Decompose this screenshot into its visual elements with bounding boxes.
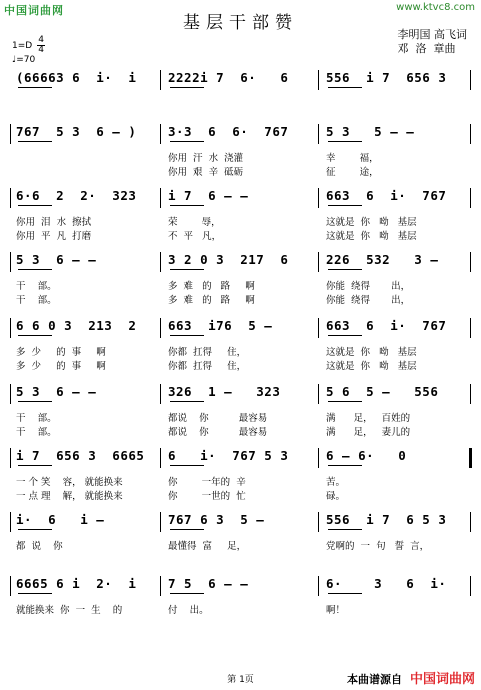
barline bbox=[160, 124, 161, 144]
score-row bbox=[10, 446, 472, 512]
barline bbox=[318, 512, 319, 532]
credits bbox=[398, 28, 468, 56]
lyric-line-1: 你都 扛得 住， bbox=[168, 347, 247, 358]
beam-underline bbox=[18, 205, 52, 206]
lyric-line-1: 幸 福， bbox=[326, 153, 379, 164]
lyric-line-2: 不 平 凡， bbox=[168, 231, 222, 242]
lyric-line-2: 都说 你 最容易 bbox=[168, 427, 268, 438]
barline bbox=[318, 124, 319, 144]
beam-underline bbox=[170, 269, 204, 270]
lyric-line-1: 多 难 的 路 啊 bbox=[168, 281, 255, 292]
lyric-line-2: 干 部。 bbox=[16, 427, 57, 438]
beam-underline bbox=[328, 465, 362, 466]
lyric-line-1: 啊！ bbox=[326, 605, 346, 616]
barline bbox=[470, 384, 471, 404]
measure-notes: i· 6 i – bbox=[16, 512, 105, 527]
beam-underline bbox=[328, 335, 362, 336]
page-number: 第 1页 bbox=[227, 675, 254, 685]
barline bbox=[318, 384, 319, 404]
measure-notes: 6 6 0 3 213 2 bbox=[16, 318, 137, 333]
barline bbox=[470, 318, 471, 338]
lyric-line-1: 就能换来 你 一 生 的 bbox=[16, 605, 123, 616]
score-row bbox=[10, 250, 472, 316]
lyric-line-1: 这就是 你 呦 基层 bbox=[326, 347, 417, 358]
lyric-line-2: 你都 扛得 住， bbox=[168, 361, 247, 372]
barline bbox=[318, 70, 319, 90]
site-watermark-top: 中国词曲网 bbox=[4, 4, 64, 17]
lyric-line-2: 多 少 的 事 啊 bbox=[16, 361, 106, 372]
score-row bbox=[10, 510, 472, 576]
measure-notes: 3·3 6 6· 767 bbox=[168, 124, 289, 139]
beam-underline bbox=[18, 335, 52, 336]
barline bbox=[470, 70, 471, 90]
lyric-line-1: 你用 汗 水 浇灌 bbox=[168, 153, 244, 164]
barline bbox=[318, 188, 319, 208]
barline bbox=[10, 384, 11, 404]
barline bbox=[160, 384, 161, 404]
barline bbox=[318, 576, 319, 596]
measure-notes: 6·6 2 2· 323 bbox=[16, 188, 137, 203]
barline bbox=[318, 318, 319, 338]
beam-underline bbox=[18, 529, 52, 530]
barline bbox=[160, 318, 161, 338]
measure-notes: 556 i 7 6 5 3 bbox=[326, 512, 447, 527]
lyric-line-1: 你能 绕得 出， bbox=[326, 281, 411, 292]
lyric-line-1: 都 说 你 bbox=[16, 541, 63, 552]
measure-notes: 2222i 7 6· 6 bbox=[168, 70, 289, 85]
measure-notes: 3 2 0 3 217 6 bbox=[168, 252, 289, 267]
beam-underline bbox=[18, 87, 52, 88]
beam-underline bbox=[18, 401, 52, 402]
measure-notes: 326 1 – 323 bbox=[168, 384, 281, 399]
song-title: 基层干部赞 bbox=[183, 13, 298, 33]
score-meta bbox=[12, 36, 45, 66]
measure-notes: 7 5 6 – – bbox=[168, 576, 249, 591]
repeat-end-barline bbox=[469, 448, 472, 468]
beam-underline bbox=[170, 401, 204, 402]
barline bbox=[160, 188, 161, 208]
source-site-name[interactable]: 中国词曲网 bbox=[409, 672, 475, 687]
beam-underline bbox=[18, 141, 52, 142]
barline bbox=[470, 124, 471, 144]
score-row bbox=[10, 122, 472, 188]
time-bottom: 4 bbox=[38, 45, 44, 55]
lyric-line-1: 党啊的 一 句 誓 言， bbox=[326, 541, 430, 552]
measure-notes: 226 532 3 – bbox=[326, 252, 439, 267]
measure-notes: 6665 6 i 2· i bbox=[16, 576, 137, 591]
measure-notes: 6 i· 767 5 3 bbox=[168, 448, 289, 463]
beam-underline bbox=[170, 205, 204, 206]
lyric-line-2: 征 途， bbox=[326, 167, 379, 178]
barline bbox=[470, 188, 471, 208]
measure-notes: 663 6 i· 767 bbox=[326, 318, 447, 333]
barline bbox=[470, 576, 471, 596]
measure-notes: 5 3 6 – – bbox=[16, 384, 97, 399]
lyric-line-2: 干 部。 bbox=[16, 295, 57, 306]
barline bbox=[10, 252, 11, 272]
lyric-line-1: 荣 辱， bbox=[168, 217, 221, 228]
beam-underline bbox=[170, 529, 204, 530]
barline bbox=[160, 448, 161, 468]
lyric-line-2: 你能 绕得 出， bbox=[326, 295, 411, 306]
site-url-watermark[interactable]: www.ktvc8.com bbox=[396, 2, 475, 13]
key-signature: 1=D bbox=[12, 41, 33, 51]
measure-notes: 767 5 3 6 – ) bbox=[16, 124, 137, 139]
lyric-line-1: 一 个 笑 容， 就能换来 bbox=[16, 477, 123, 488]
lyric-line-1: 满 足， 百姓的 bbox=[326, 413, 411, 424]
barline bbox=[10, 512, 11, 532]
lyric-line-1: 最懂得 富 足， bbox=[168, 541, 247, 552]
beam-underline bbox=[328, 141, 362, 142]
beam-underline bbox=[18, 269, 52, 270]
beam-underline bbox=[328, 87, 362, 88]
beam-underline bbox=[328, 205, 362, 206]
beam-underline bbox=[328, 529, 362, 530]
lyric-line-1: 这就是 你 呦 基层 bbox=[326, 217, 417, 228]
time-signature bbox=[37, 36, 45, 55]
barline bbox=[10, 188, 11, 208]
lyric-line-2: 一 点 理 解， 就能换来 bbox=[16, 491, 123, 502]
measure-notes: 5 3 5 – – bbox=[326, 124, 415, 139]
score-row bbox=[10, 382, 472, 448]
lyric-line-2: 你用 艰 辛 砥砺 bbox=[168, 167, 244, 178]
lyric-line-2: 这就是 你 呦 基层 bbox=[326, 361, 417, 372]
barline bbox=[10, 448, 11, 468]
lyric-line-1: 干 部。 bbox=[16, 281, 57, 292]
source-watermark bbox=[347, 668, 475, 687]
lyric-line-1: 多 少 的 事 啊 bbox=[16, 347, 106, 358]
lyric-line-2: 这就是 你 呦 基层 bbox=[326, 231, 417, 242]
lyric-line-1: 付 出。 bbox=[168, 605, 209, 616]
lyric-line-2: 满 足， 妻儿的 bbox=[326, 427, 411, 438]
score-row bbox=[10, 574, 472, 640]
measure-notes: i 7 656 3 6665 bbox=[16, 448, 145, 463]
beam-underline bbox=[170, 141, 204, 142]
measure-notes: 6· 3 6 i· bbox=[326, 576, 447, 591]
lyric-line-1: 你用 泪 水 擦拭 bbox=[16, 217, 92, 228]
barline bbox=[160, 576, 161, 596]
beam-underline bbox=[170, 593, 204, 594]
measure-notes: i 7 6 – – bbox=[168, 188, 249, 203]
measure-notes: 6 – 6· 0 bbox=[326, 448, 407, 463]
measure-notes: 663 i76 5 – bbox=[168, 318, 273, 333]
lyric-line-1: 都说 你 最容易 bbox=[168, 413, 268, 424]
score-row bbox=[10, 186, 472, 252]
barline bbox=[318, 252, 319, 272]
barline bbox=[470, 252, 471, 272]
beam-underline bbox=[18, 465, 52, 466]
composer-credit: 邓 洛 章曲 bbox=[397, 42, 456, 55]
beam-underline bbox=[328, 401, 362, 402]
lyricist-credit: 李明国 高飞词 bbox=[397, 28, 467, 41]
lyric-line-1: 干 部。 bbox=[16, 413, 57, 424]
lyric-line-2: 碌。 bbox=[326, 491, 346, 502]
score-row bbox=[10, 316, 472, 382]
lyric-line-2: 你 一世的 忙 bbox=[168, 491, 246, 502]
beam-underline bbox=[328, 593, 362, 594]
lyric-line-1: 苦。 bbox=[326, 477, 346, 488]
source-label: 本曲谱源自 bbox=[346, 673, 402, 686]
barline bbox=[318, 448, 319, 468]
barline bbox=[10, 124, 11, 144]
barline bbox=[160, 252, 161, 272]
barline bbox=[160, 512, 161, 532]
barline bbox=[470, 512, 471, 532]
lyric-line-2: 你用 平 凡 打磨 bbox=[16, 231, 92, 242]
measure-notes: 663 6 i· 767 bbox=[326, 188, 447, 203]
beam-underline bbox=[328, 269, 362, 270]
measure-notes: 5 3 6 – – bbox=[16, 252, 97, 267]
beam-underline bbox=[18, 593, 52, 594]
tempo-mark: ♩=70 bbox=[12, 55, 36, 65]
lyric-line-1: 你 一年的 辛 bbox=[168, 477, 246, 488]
beam-underline bbox=[170, 335, 204, 336]
time-top: 4 bbox=[38, 35, 44, 45]
measure-notes: 5 6 5 – 556 bbox=[326, 384, 439, 399]
beam-underline bbox=[170, 87, 204, 88]
measure-notes: (66663 6 i· i bbox=[16, 70, 137, 85]
barline bbox=[10, 318, 11, 338]
measure-notes: 556 i 7 656 3 bbox=[326, 70, 447, 85]
beam-underline bbox=[170, 465, 204, 466]
barline bbox=[10, 576, 11, 596]
measure-notes: 767 6 3 5 – bbox=[168, 512, 265, 527]
lyric-line-2: 多 难 的 路 啊 bbox=[168, 295, 255, 306]
barline bbox=[160, 70, 161, 90]
